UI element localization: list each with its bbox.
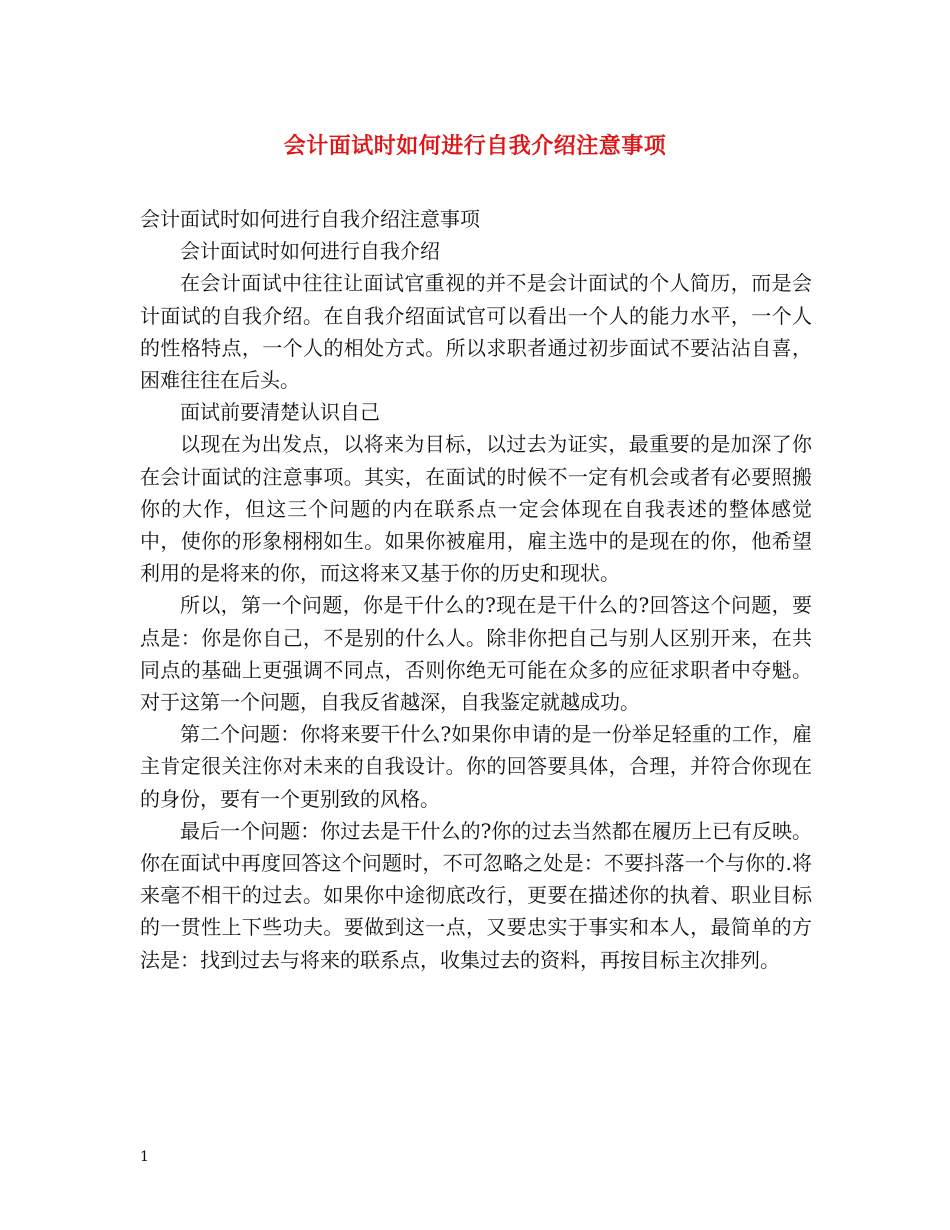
paragraph: 会计面试时如何进行自我介绍注意事项: [140, 207, 480, 231]
document-body: [140, 203, 812, 976]
paragraph: 最后一个问题：你过去是干什么的?你的过去当然都在履历上已有反映。你在面试中再度回答这个问题时，不可忽略之处是：不要抖落一个与你的.将来毫不相干的过去。如果你中途彻底改行，更要在描述你的执着、职业目标的一贯性上下些功夫。要做到这一点，又要忠实于事实和本人，最简单的方法是：找到过去与将来的联系点，收集过去的资料，再按目标主次排列。: [140, 818, 812, 972]
paragraph: 第二个问题：你将来要干什么?如果你申请的是一份举足轻重的工作，雇主肯定很关注你对未来的自我设计。你的回答要具体，合理，并符合你现在的身份，要有一个更别致的风格。: [140, 722, 812, 811]
paragraph: 以现在为出发点，以将来为目标，以过去为证实，最重要的是加深了你在会计面试的注意事项。其实，在面试的时候不一定有机会或者有必要照搬你的大作，但这三个问题的内在联系点一定会体现在自我表述的整体感觉中，使你的形象栩栩如生。如果你被雇用，雇主选中的是现在的你，他希望利用的是将来的你，而这将来又基于你的历史和现状。: [140, 432, 812, 586]
paragraph: 面试前要清楚认识自己: [180, 400, 380, 425]
paragraph: 所以，第一个问题，你是干什么的?现在是干什么的?回答这个问题，要点是：你是你自己，不是别的什么人。除非你把自己与别人区别开来，在共同点的基础上更强调不同点，否则你绝无可能在众多的应征求职者中夺魁。对于这第一个问题，自我反省越深，自我鉴定就越成功。: [140, 593, 812, 715]
paragraph: 在会计面试中往往让面试官重视的并不是会计面试的个人简历，而是会计面试的自我介绍。在自我介绍面试官可以看出一个人的能力水平，一个人的性格特点，一个人的相处方式。所以求职者通过初步面试不要沾沾自喜，困难往往在后头。: [140, 271, 812, 393]
paragraph: 会计面试时如何进行自我介绍: [180, 239, 440, 264]
document-title: 会计面试时如何进行自我介绍注意事项: [283, 133, 667, 159]
page-number: 1: [140, 1149, 149, 1165]
